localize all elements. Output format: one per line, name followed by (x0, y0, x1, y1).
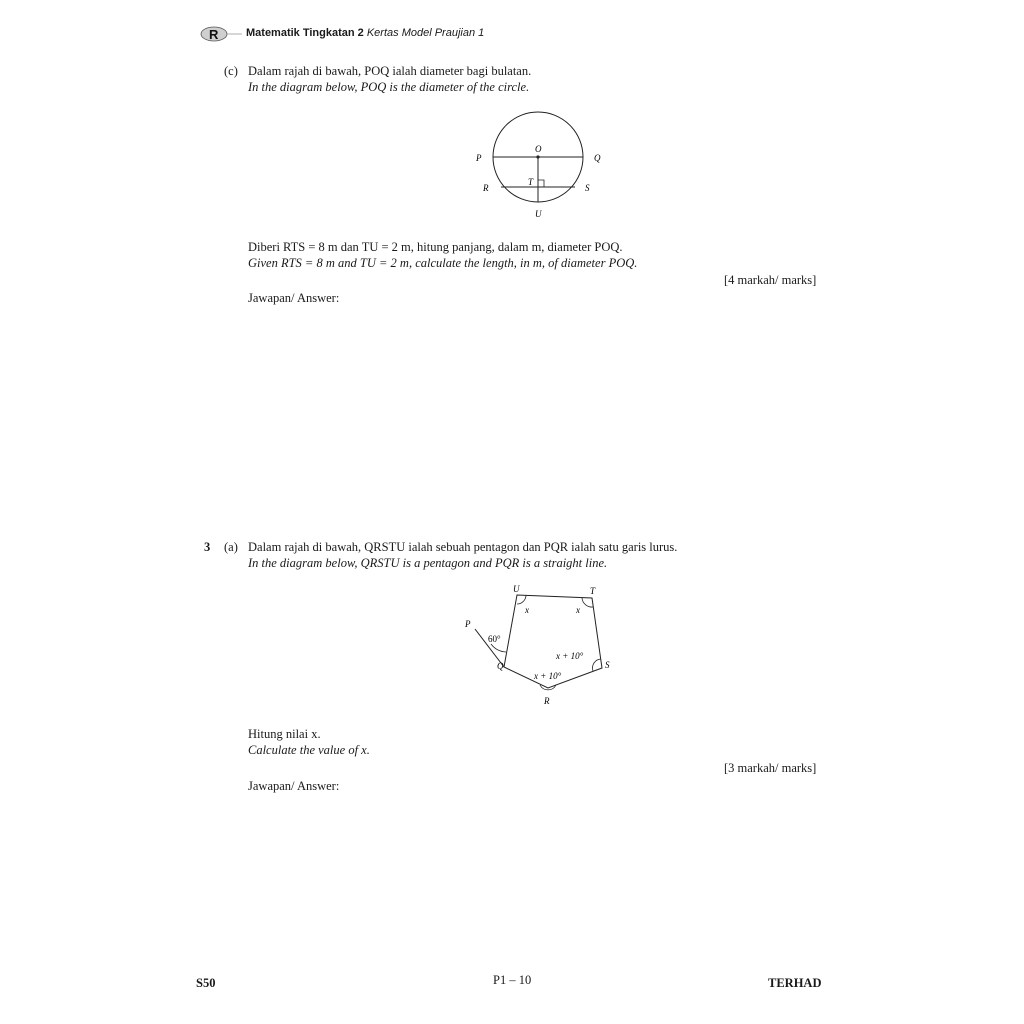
q3a-calc-malay: Hitung nilai x. (248, 727, 321, 741)
q3a-text-malay: Dalam rajah di bawah, QRSTU ialah sebuah pentagon dan PQR ialah satu garis lurus. (248, 540, 678, 554)
label-s: S (585, 183, 590, 193)
label-q: Q (594, 153, 601, 163)
footer-classification: TERHAD (768, 976, 822, 990)
q3a-marks: [3 markah/ marks] (724, 761, 817, 775)
label-u: U (535, 209, 542, 219)
angle-x-t: x (576, 605, 580, 615)
book-title: Matematik Tingkatan 2 (246, 27, 364, 39)
q2c-marks: [4 markah/ marks] (724, 273, 817, 287)
label-s2: S (605, 660, 610, 670)
label-p2: P (465, 619, 471, 629)
q3a-calc-english: Calculate the value of x. (248, 743, 370, 757)
q2c-given-malay: Diberi RTS = 8 m dan TU = 2 m, hitung panjang, dalam m, diameter POQ. (248, 240, 623, 254)
angle-s: x + 10° (556, 651, 584, 661)
q2c-text-english: In the diagram below, POQ is the diameter of the circle. (248, 80, 530, 94)
label-u2: U (513, 584, 520, 594)
pentagon-diagram (460, 582, 620, 710)
angle-r: x + 10° (534, 671, 562, 681)
angle-x-u: x (525, 605, 529, 615)
q2c-answer-label: Jawapan/ Answer: (248, 291, 340, 305)
arc-u (517, 595, 526, 604)
book-subtitle: Kertas Model Praujian 1 (366, 27, 485, 39)
q2c-given-english: Given RTS = 8 m and TU = 2 m, calculate the length, in m, of diameter POQ. (248, 256, 638, 270)
page-header (246, 27, 484, 39)
arc-p (491, 644, 506, 652)
label-t: T (528, 177, 534, 187)
q2c-text-malay: Dalam rajah di bawah, POQ ialah diameter bagi bulatan. (248, 64, 532, 78)
label-o: O (535, 144, 542, 154)
q2c-label: (c) (224, 64, 238, 78)
label-t2: T (590, 586, 596, 596)
label-q2: Q (497, 661, 504, 671)
q3-number: 3 (204, 540, 211, 554)
center-point (536, 155, 539, 158)
q3a-label: (a) (224, 540, 238, 554)
circle-diagram (470, 108, 610, 224)
arc-t (582, 598, 593, 607)
footer-page-code: S50 (196, 976, 216, 990)
q3a-text-english: In the diagram below, QRSTU is a pentagon and PQR is a straight line. (248, 556, 608, 570)
publisher-logo (198, 26, 242, 47)
label-r: R (483, 183, 489, 193)
logo-letter: R (209, 27, 219, 42)
angle-60: 60° (488, 634, 501, 644)
footer-page-number: P1 – 10 (493, 973, 532, 987)
right-angle-mark (538, 180, 544, 187)
q3a-answer-label: Jawapan/ Answer: (248, 779, 340, 793)
label-r2: R (544, 696, 550, 706)
label-p: P (476, 153, 482, 163)
